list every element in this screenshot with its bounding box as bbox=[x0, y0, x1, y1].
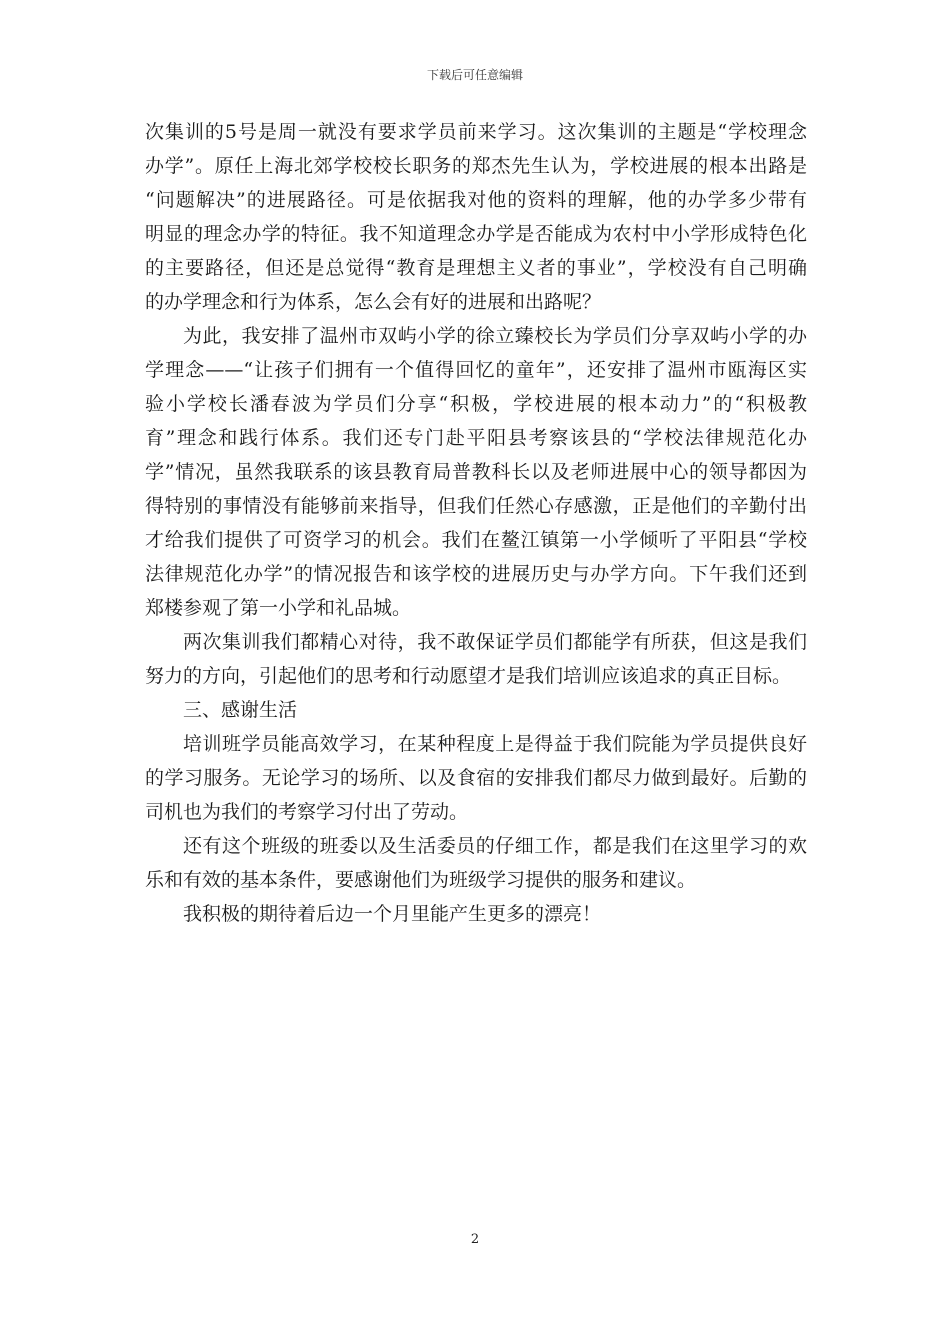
page-header: 下载后可任意编辑 bbox=[426, 68, 523, 82]
text-line: 培训班学员能高效学习，在某种程度上是得益于我们院能为学员提供良好 bbox=[183, 733, 807, 755]
text-line: 为此，我安排了温州市双屿小学的徐立臻校长为学员们分享双屿小学的办 bbox=[183, 325, 807, 347]
paragraph bbox=[145, 727, 807, 829]
text-line: 学理念——“让孩子们拥有一个值得回忆的童年”，还安排了温州市瓯海区实 bbox=[145, 359, 807, 381]
page-number: 2 bbox=[470, 1232, 480, 1247]
text-line: 乐和有效的基本条件，要感谢他们为班级学习提供的服务和建议。 bbox=[145, 869, 697, 891]
text-line: 才给我们提供了可资学习的机会。我们在鳌江镇第一小学倾听了平阳县“学校 bbox=[145, 529, 807, 551]
document-body bbox=[145, 115, 807, 931]
text-line: “问题解决”的进展路径。可是依据我对他的资料的理解，他的办学多少带有 bbox=[145, 189, 807, 211]
text-line: 法律规范化办学”的情况报告和该学校的进展历史与办学方向。下午我们还到 bbox=[145, 563, 807, 585]
text-line: 郑楼参观了第一小学和礼品城。 bbox=[145, 597, 412, 619]
paragraph bbox=[145, 625, 807, 693]
section-heading-text: 三、感谢生活 bbox=[183, 699, 298, 721]
text-line: 我积极的期待着后边一个月里能产生更多的漂亮！ bbox=[183, 903, 602, 925]
text-line: 还有这个班级的班委以及生活委员的仔细工作，都是我们在这里学习的欢 bbox=[183, 835, 807, 857]
paragraph bbox=[145, 319, 807, 625]
text-line: 学”情况，虽然我联系的该县教育局普教科长以及老师进展中心的领导都因为 bbox=[145, 461, 807, 483]
text-line: 的办学理念和行为体系，怎么会有好的进展和出路呢？ bbox=[145, 291, 602, 313]
text-line: 的学习服务。无论学习的场所、以及食宿的安排我们都尽力做到最好。后勤的 bbox=[145, 767, 807, 789]
text-line: 验小学校长潘春波为学员们分享“积极，学校进展的根本动力”的“积极教 bbox=[145, 393, 807, 415]
text-line: 的主要路径，但还是总觉得“教育是理想主义者的事业”，学校没有自己明确 bbox=[145, 257, 807, 279]
text-line: 得特别的事情没有能够前来指导，但我们任然心存感激，正是他们的辛勤付出 bbox=[145, 495, 807, 517]
text-line: 办学”。原任上海北郊学校校长职务的郑杰先生认为，学校进展的根本出路是 bbox=[145, 155, 807, 177]
paragraph bbox=[145, 115, 807, 319]
section-heading bbox=[145, 693, 807, 727]
paragraph bbox=[145, 829, 807, 897]
text-line: 两次集训我们都精心对待，我不敢保证学员们都能学有所获，但这是我们 bbox=[183, 631, 807, 653]
text-line: 明显的理念办学的特征。我不知道理念办学是否能成为农村中小学形成特色化 bbox=[145, 223, 807, 245]
text-line: 次集训的5号是周一就没有要求学员前来学习。这次集训的主题是“学校理念 bbox=[145, 121, 807, 143]
text-line: 努力的方向，引起他们的思考和行动愿望才是我们培训应该追求的真正目标。 bbox=[145, 665, 792, 687]
text-line: 育”理念和践行体系。我们还专门赴平阳县考察该县的“学校法律规范化办 bbox=[145, 427, 807, 449]
text-line: 司机也为我们的考察学习付出了劳动。 bbox=[145, 801, 469, 823]
paragraph bbox=[145, 897, 807, 931]
